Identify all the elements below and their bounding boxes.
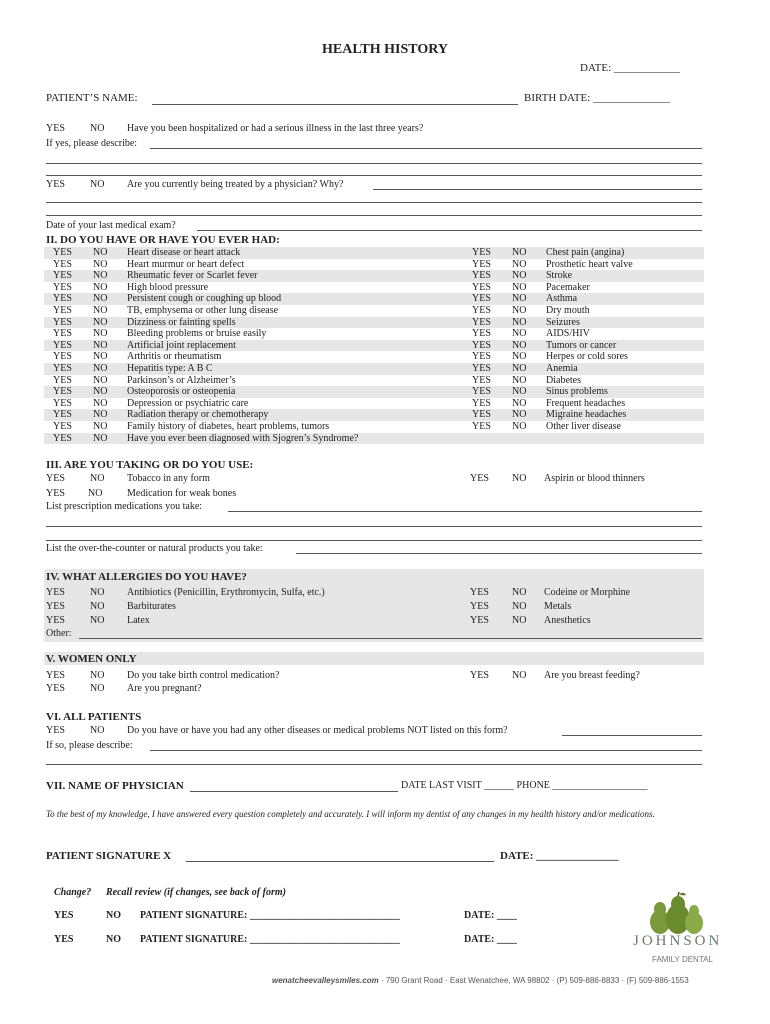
last-exam-line[interactable]	[197, 230, 702, 231]
recall-label: Recall review (if changes, see back of form)	[106, 887, 286, 898]
yes-option[interactable]: YES	[472, 316, 491, 328]
no-option[interactable]: NO	[512, 316, 527, 328]
condition-label: Heart murmur or heart defect	[127, 258, 245, 270]
question-physician: Are you currently being treated by a physician? Why?	[127, 179, 344, 190]
condition-label: Pacemaker	[546, 281, 590, 293]
no-option[interactable]: NO	[90, 683, 105, 694]
condition-row	[44, 398, 704, 410]
yes-option[interactable]: YES	[472, 258, 491, 270]
yes-option[interactable]: YES	[470, 473, 489, 484]
section-5-heading: V. WOMEN ONLY	[46, 653, 137, 665]
yes-option[interactable]: YES	[53, 386, 72, 398]
yes-option[interactable]: YES	[472, 328, 491, 340]
recall-no-1[interactable]: NO	[106, 910, 121, 921]
no-option[interactable]: NO	[512, 270, 527, 282]
no-option[interactable]: NO	[90, 725, 105, 736]
yes-option[interactable]: YES	[472, 293, 491, 305]
yes-option[interactable]: YES	[472, 421, 491, 432]
condition-label: Parkinson’s or Alzheimer’s	[127, 374, 236, 386]
condition-row	[44, 421, 704, 433]
no-option[interactable]: NO	[90, 670, 105, 681]
no-option[interactable]: NO	[512, 601, 527, 612]
yes-option[interactable]: YES	[472, 374, 491, 386]
yes-option[interactable]: YES	[53, 328, 72, 340]
condition-label: Radiation therapy or chemotherapy	[127, 409, 269, 421]
condition-row	[44, 293, 704, 305]
condition-label: Have you ever been diagnosed with Sjogren’s Syndrome?	[127, 432, 359, 444]
patient-name-line[interactable]	[152, 104, 518, 105]
describe-line[interactable]	[46, 175, 702, 176]
no-option[interactable]: NO	[93, 270, 108, 282]
yes-option[interactable]: YES	[53, 432, 72, 444]
last-exam-label: Date of your last medical exam?	[46, 220, 176, 231]
otc-line[interactable]	[296, 553, 702, 554]
yes-option[interactable]: YES	[46, 601, 65, 612]
item-pregnant: Are you pregnant?	[127, 683, 202, 694]
condition-row	[44, 433, 704, 445]
yes-option[interactable]: YES	[53, 270, 72, 282]
yes-option[interactable]: YES	[46, 587, 65, 598]
recall-signature-2[interactable]: PATIENT SIGNATURE: ______________________________	[140, 934, 400, 945]
logo-subtitle: FAMILY DENTAL	[652, 955, 713, 964]
no-option[interactable]: NO	[93, 293, 108, 305]
item-aspirin: Aspirin or blood thinners	[544, 473, 645, 484]
condition-label: Prosthetic heart valve	[546, 258, 633, 270]
no-option[interactable]: NO	[512, 293, 527, 305]
other-allergies-line[interactable]	[79, 638, 702, 639]
yes-option[interactable]: YES	[472, 397, 491, 409]
condition-row	[44, 259, 704, 271]
condition-row	[44, 340, 704, 352]
condition-label: Dizziness or fainting spells	[127, 316, 236, 328]
no-option[interactable]: NO	[93, 247, 108, 258]
no-option[interactable]: NO	[512, 615, 527, 626]
signature-line[interactable]	[186, 861, 494, 862]
no-option[interactable]: NO	[90, 601, 105, 612]
no-option[interactable]: NO	[90, 615, 105, 626]
no-option[interactable]: NO	[512, 473, 527, 484]
condition-label: Frequent headaches	[546, 397, 626, 409]
no-option[interactable]: NO	[512, 305, 527, 316]
question-hospitalized: Have you been hospitalized or had a serious illness in the last three years?	[127, 123, 424, 134]
birth-date-label[interactable]: BIRTH DATE: ______________	[524, 92, 671, 104]
describe-line[interactable]	[150, 750, 702, 751]
condition-row	[44, 351, 704, 363]
recall-yes-2[interactable]: YES	[54, 934, 74, 945]
allergy-label: Antibiotics (Penicillin, Erythromycin, Sulfa, etc.)	[127, 587, 325, 598]
footer-address: · 790 Grant Road · East Wenatchee, WA 98802 · (P) 509-886-8833 · (F) 509-886-1553	[378, 976, 689, 985]
no-option[interactable]: NO	[512, 670, 527, 681]
no-option[interactable]: NO	[93, 316, 108, 328]
yes-option[interactable]: YES	[46, 488, 65, 499]
no-option[interactable]: NO	[512, 587, 527, 598]
allergy-row	[44, 614, 704, 628]
section-3-heading: III. ARE YOU TAKING OR DO YOU USE:	[46, 459, 254, 471]
yes-option[interactable]: YES	[53, 247, 72, 258]
item-weak-bones: Medication for weak bones	[127, 488, 237, 499]
condition-label: Sinus problems	[546, 386, 608, 398]
allergy-row	[44, 586, 704, 600]
yes-option[interactable]: YES	[46, 670, 65, 681]
physician-name-line[interactable]	[190, 791, 398, 792]
footer	[272, 976, 689, 985]
condition-label: TB, emphysema or other lung disease	[127, 305, 279, 316]
yes-option[interactable]: YES	[472, 247, 491, 258]
if-yes-label: If yes, please describe:	[46, 138, 138, 149]
describe-line[interactable]	[46, 215, 702, 216]
yes-option[interactable]: YES	[472, 386, 491, 398]
condition-row	[44, 282, 704, 294]
no-option[interactable]: NO	[93, 432, 108, 444]
yes-option[interactable]: YES	[470, 601, 489, 612]
yes-option[interactable]: YES	[470, 587, 489, 598]
condition-row	[44, 328, 704, 340]
describe-line[interactable]	[46, 202, 702, 203]
condition-row	[44, 363, 704, 375]
yes-option[interactable]: YES	[46, 615, 65, 626]
yes-option[interactable]: YES	[470, 615, 489, 626]
no-option[interactable]: NO	[93, 258, 108, 270]
prescriptions-line[interactable]	[46, 526, 702, 527]
allergy-label: Barbiturates	[127, 601, 176, 612]
no-option[interactable]: NO	[93, 386, 108, 398]
condition-label: Seizures	[546, 316, 580, 328]
change-label: Change?	[54, 887, 92, 898]
item-tobacco: Tobacco in any form	[127, 473, 210, 484]
section-2-heading: II. DO YOU HAVE OR HAVE YOU EVER HAD:	[46, 234, 280, 246]
logo-name: JOHNSON	[633, 933, 723, 949]
condition-label: Migraine headaches	[546, 409, 627, 421]
if-so-label: If so, please describe:	[46, 740, 133, 751]
yes-option[interactable]: YES	[472, 270, 491, 282]
condition-label: AIDS/HIV	[546, 328, 590, 340]
yes-option[interactable]: YES	[53, 316, 72, 328]
no-option[interactable]: NO	[93, 328, 108, 340]
condition-label: Diabetes	[546, 374, 581, 386]
no-option[interactable]: NO	[512, 281, 527, 293]
yes-option[interactable]: YES	[53, 339, 72, 351]
yes-option[interactable]: YES	[53, 258, 72, 270]
condition-label: Hepatitis type: A B C	[127, 363, 213, 374]
footer-website-link[interactable]: wenatcheevalleysmiles.com	[272, 976, 379, 985]
yes-option[interactable]: YES	[46, 683, 65, 694]
item-birth-control: Do you take birth control medication?	[127, 670, 280, 681]
no-option[interactable]: NO	[93, 374, 108, 386]
no-option[interactable]: NO	[93, 305, 108, 316]
no-option[interactable]: NO	[512, 397, 527, 409]
condition-row	[44, 270, 704, 282]
no-option[interactable]: NO	[93, 421, 108, 432]
condition-label: Dry mouth	[546, 305, 590, 316]
yes-option[interactable]: YES	[53, 397, 72, 409]
yes-option[interactable]: YES	[472, 305, 491, 316]
describe-line[interactable]	[150, 148, 702, 149]
recall-date-1[interactable]: DATE: ____	[464, 910, 517, 921]
condition-row	[44, 247, 704, 259]
recall-no-2[interactable]: NO	[106, 934, 121, 945]
yes-option[interactable]: YES	[46, 473, 65, 484]
yes-option[interactable]: YES	[53, 421, 72, 432]
question-other-diseases: Do you have or have you had any other diseases or medical problems NOT listed on this form?	[127, 725, 508, 736]
date-last-visit-label[interactable]: DATE LAST VISIT ______ PHONE ___________________	[401, 780, 648, 791]
allergy-label: Codeine or Morphine	[544, 587, 631, 598]
certification-statement: To the best of my knowledge, I have answered every question completely and accurately. I will inform my dentist of any changes in my health history and/or medications.	[46, 809, 655, 819]
no-option[interactable]: NO	[90, 179, 105, 190]
no-option[interactable]: NO	[90, 587, 105, 598]
no-option[interactable]: NO	[512, 339, 527, 351]
condition-label: Rheumatic fever or Scarlet fever	[127, 270, 258, 282]
yes-option[interactable]: YES	[53, 363, 72, 374]
condition-label: Artificial joint replacement	[127, 339, 236, 351]
yes-option[interactable]: YES	[472, 409, 491, 421]
yes-option[interactable]: YES	[53, 305, 72, 316]
describe-line[interactable]	[46, 764, 702, 765]
no-option[interactable]: NO	[512, 386, 527, 398]
other-diseases-line[interactable]	[562, 735, 702, 736]
prescriptions-label: List prescription medications you take:	[46, 501, 203, 512]
condition-label: Asthma	[546, 293, 578, 305]
condition-label: Anemia	[546, 363, 578, 374]
no-option[interactable]: NO	[93, 397, 108, 409]
form-title: HEALTH HISTORY	[322, 42, 448, 57]
no-option[interactable]: NO	[93, 363, 108, 374]
no-option[interactable]: NO	[512, 421, 527, 432]
signature-date-label[interactable]: DATE: _______________	[500, 850, 619, 862]
no-option[interactable]: NO	[512, 409, 527, 421]
yes-option[interactable]: YES	[53, 351, 72, 363]
yes-option[interactable]: YES	[472, 363, 491, 374]
section-7-heading: VII. NAME OF PHYSICIAN	[46, 780, 184, 792]
recall-signature-1[interactable]: PATIENT SIGNATURE: ______________________________	[140, 910, 400, 921]
no-option[interactable]: NO	[512, 247, 527, 258]
no-option[interactable]: NO	[512, 363, 527, 374]
no-option[interactable]: NO	[512, 351, 527, 363]
condition-label: Osteoporosis or osteopenia	[127, 386, 236, 398]
yes-option[interactable]: YES	[53, 293, 72, 305]
condition-label: Other liver disease	[546, 421, 621, 432]
condition-row	[44, 386, 704, 398]
allergy-label: Metals	[544, 601, 572, 612]
condition-label: Herpes or cold sores	[546, 351, 628, 363]
other-allergies-label: Other:	[46, 628, 72, 639]
item-breast-feeding: Are you breast feeding?	[544, 670, 640, 681]
condition-label: High blood pressure	[127, 281, 209, 293]
yes-option[interactable]: YES	[472, 281, 491, 293]
condition-row	[44, 375, 704, 387]
no-option[interactable]: NO	[93, 409, 108, 421]
no-option[interactable]: NO	[88, 488, 103, 499]
no-option[interactable]: NO	[93, 351, 108, 363]
condition-label: Family history of diabetes, heart problems, tumors	[127, 421, 330, 432]
condition-row	[44, 409, 704, 421]
otc-label: List the over-the-counter or natural products you take:	[46, 543, 263, 554]
yes-option[interactable]: YES	[472, 339, 491, 351]
allergy-label: Anesthetics	[544, 615, 591, 626]
pear-logo-icon	[646, 892, 706, 936]
no-option[interactable]: NO	[90, 473, 105, 484]
signature-label: PATIENT SIGNATURE X	[46, 850, 172, 862]
allergy-label: Latex	[127, 615, 150, 626]
no-option[interactable]: NO	[93, 281, 108, 293]
allergy-row	[44, 600, 704, 614]
why-line[interactable]	[373, 189, 702, 190]
prescriptions-line[interactable]	[46, 540, 702, 541]
condition-label: Depression or psychiatric care	[127, 397, 249, 409]
condition-label: Heart disease or heart attack	[127, 247, 241, 258]
women-band	[44, 652, 704, 665]
condition-row	[44, 305, 704, 317]
condition-label: Chest pain (angina)	[546, 247, 625, 258]
condition-label: Persistent cough or coughing up blood	[127, 293, 282, 305]
condition-label: Tumors or cancer	[546, 339, 617, 351]
no-option[interactable]: NO	[512, 374, 527, 386]
no-option[interactable]: NO	[512, 258, 527, 270]
condition-label: Arthritis or rheumatism	[127, 351, 222, 363]
section-6-heading: VI. ALL PATIENTS	[46, 711, 142, 723]
yes-option[interactable]: YES	[46, 179, 65, 190]
condition-label: Stroke	[546, 270, 573, 282]
condition-row	[44, 317, 704, 329]
yes-option[interactable]: YES	[46, 725, 65, 736]
yes-option[interactable]: YES	[472, 351, 491, 363]
yes-option[interactable]: YES	[53, 281, 72, 293]
date-field-label[interactable]: DATE: ____________	[580, 62, 680, 74]
no-option[interactable]: NO	[90, 123, 105, 134]
patient-name-label: PATIENT’S NAME:	[46, 92, 138, 104]
condition-label: Bleeding problems or bruise easily	[127, 328, 267, 340]
recall-yes-1[interactable]: YES	[54, 910, 74, 921]
describe-line[interactable]	[46, 163, 702, 164]
yes-option[interactable]: YES	[470, 670, 489, 681]
no-option[interactable]: NO	[93, 339, 108, 351]
recall-date-2[interactable]: DATE: ____	[464, 934, 517, 945]
yes-option[interactable]: YES	[53, 409, 72, 421]
section-4-heading: IV. WHAT ALLERGIES DO YOU HAVE?	[46, 571, 247, 583]
yes-option[interactable]: YES	[53, 374, 72, 386]
yes-option[interactable]: YES	[46, 123, 65, 134]
prescriptions-line[interactable]	[228, 511, 702, 512]
no-option[interactable]: NO	[512, 328, 527, 340]
